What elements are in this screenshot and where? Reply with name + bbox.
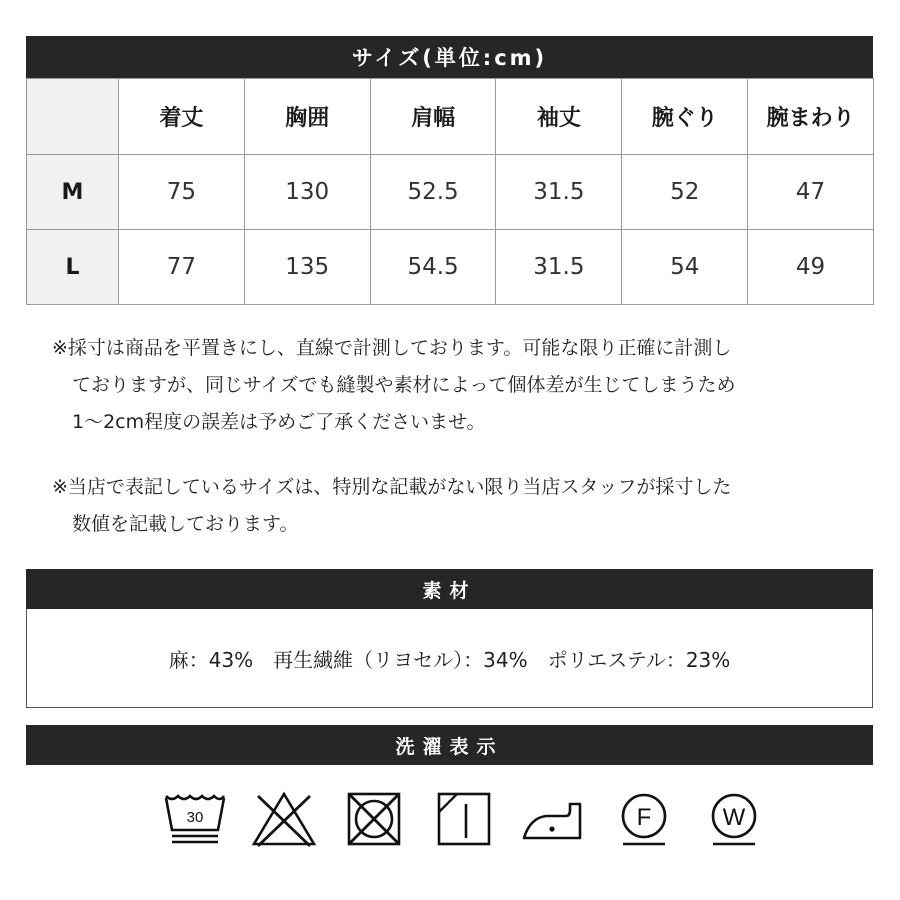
- care-icons: [160, 790, 768, 848]
- note-line: 1～2cm程度の誤差は予めご了承くださいませ。: [72, 411, 486, 433]
- table-cell: 130: [244, 155, 370, 230]
- note-line: ※採寸は商品を平置きにし、直線で計測しております。可能な限り正確に計測し: [52, 337, 732, 359]
- col-header-arm-circ: 腕まわり: [748, 79, 874, 155]
- material-box: [26, 609, 873, 708]
- col-header-sleeve: 袖丈: [496, 79, 622, 155]
- col-header-shoulder: 肩幅: [370, 79, 496, 155]
- size-table: [26, 78, 874, 305]
- no-bleach-icon: [250, 790, 318, 848]
- size-section-title: サイズ(単位:cm): [26, 36, 873, 78]
- wash-tub-30-icon: [160, 790, 228, 848]
- no-tumble-dry-icon: [340, 790, 408, 848]
- line-dry-shade-icon: [430, 790, 498, 848]
- note-line: ※当店で表記しているサイズは、特別な記載がない限り当店スタッフが採寸した: [52, 476, 732, 498]
- table-row: [27, 155, 874, 230]
- table-cell: 52: [622, 155, 748, 230]
- table-cell: 52.5: [370, 155, 496, 230]
- dry-clean-f-icon: [610, 790, 678, 848]
- table-cell: 54: [622, 230, 748, 305]
- table-cell: 75: [119, 155, 245, 230]
- table-cell: 54.5: [370, 230, 496, 305]
- col-header-chest: 胸囲: [244, 79, 370, 155]
- table-cell: 47: [748, 155, 874, 230]
- table-cell: 49: [748, 230, 874, 305]
- table-cell: 31.5: [496, 230, 622, 305]
- material-section-title: 素材: [26, 569, 873, 609]
- table-cell: 77: [119, 230, 245, 305]
- table-cell: 31.5: [496, 155, 622, 230]
- care-section-title: 洗濯表示: [26, 725, 873, 765]
- col-header-length: 着丈: [119, 79, 245, 155]
- size-label-note: [52, 469, 872, 543]
- col-header-armhole: 腕ぐり: [622, 79, 748, 155]
- row-header-size: L: [27, 230, 119, 305]
- row-header-size: M: [27, 155, 119, 230]
- size-table-corner: [27, 79, 119, 155]
- material-text: 麻：43% 再生繊維（リヨセル）：34% ポリエステル：23%: [168, 647, 731, 672]
- note-line: 数値を記載しております。: [72, 513, 299, 535]
- table-cell: 135: [244, 230, 370, 305]
- note-line: ておりますが、同じサイズでも縫製や素材によって個体差が生じてしまうため: [72, 374, 736, 396]
- iron-low-icon: [520, 790, 588, 848]
- size-table-header-row: [27, 79, 874, 155]
- wet-clean-letter: W: [722, 804, 746, 831]
- table-row: [27, 230, 874, 305]
- measurement-note: [52, 330, 872, 441]
- dry-clean-letter: F: [636, 804, 652, 831]
- wet-clean-w-icon: [700, 790, 768, 848]
- wash-temp-label: 30: [186, 809, 204, 826]
